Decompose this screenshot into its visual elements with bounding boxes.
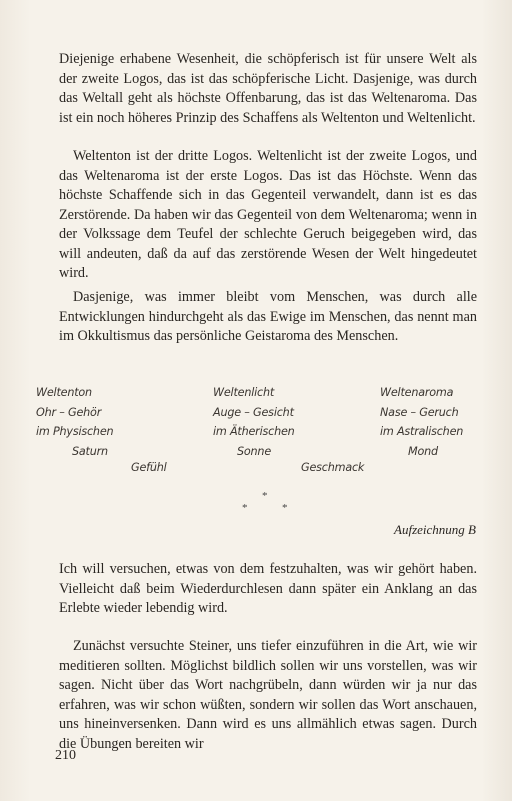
separator-star: *	[262, 490, 268, 502]
logos-scheme	[36, 383, 486, 483]
scheme-column-weltenlicht	[213, 383, 295, 461]
scheme-cell: im Ätherischen	[213, 425, 295, 438]
scheme-column-weltenton	[36, 383, 113, 461]
scheme-sense-geschmack: Geschmack	[301, 461, 365, 474]
separator-star: *	[282, 502, 288, 514]
scheme-cell: Ohr – Gehör	[36, 405, 102, 419]
page-number: 210	[55, 748, 76, 763]
paragraph-festhalten: Ich will versuchen, etwas von dem festzuhalten, was wir gehört haben. Vielleicht daß beim Wiederdurchlesen dann später ein Anklang an das Erlebte wieder lebendig wird.	[59, 561, 477, 616]
scheme-sense-gefuehl: Gefühl	[131, 461, 167, 474]
scheme-cell: Weltenlicht	[213, 386, 275, 399]
section-separator	[236, 490, 296, 514]
paragraph-weltenton: Weltenton ist der dritte Logos. Weltenlicht ist der zweite Logos, und das Weltenaroma ist der erste Logos. Das ist das Höchste. Wenn das höchste Schaffende sich in das Gegenteil verwandelt, dann ist es das Zerstörende. Da haben wir das Gegenteil von dem Weltenaroma; wenn in der Volkssage dem Teufel der schlechte Geruch beigegeben wird, das will andeuten, daß da auf das zerstörende Wesen der Welt hingedeutet wird.	[59, 148, 477, 281]
paragraph-meditieren: Zunächst versuchte Steiner, uns tiefer einzuführen in die Art, wie wir meditieren sollten. Möglichst bildlich sollen wir uns vorstellen, was wir sagen. Nicht über das Wort nachgrübeln, dann würden wir ja nur das erfahren, was wir schon wüßten, sondern wir sollen das Wort anschauen, uns hineinversenken. Dann wird es uns allmählich etwas sagen. Durch die Übungen bereiten wir	[59, 638, 477, 752]
scheme-cell: Nase – Geruch	[380, 405, 459, 419]
scheme-cell: im Physischen	[36, 425, 114, 438]
paragraph-logos: Diejenige erhabene Wesenheit, die schöpferisch ist für unsere Welt als der zweite Logos, das ist das schöpferische Licht. Dasjenige, was durch das Weltall geht als höchste Offenbarung, das ist das Weltenaroma. Das ist ein noch höheres Prinzip des Schaffens als Weltenton und Weltenlicht.	[59, 51, 477, 126]
section-heading: Aufzeichnung B	[394, 522, 476, 537]
scheme-cell: Weltenaroma	[380, 386, 454, 399]
separator-star: *	[242, 502, 248, 514]
scheme-cell: im Astralischen	[380, 425, 464, 438]
scheme-cell: Mond	[408, 444, 438, 458]
scheme-column-weltenaroma	[380, 383, 463, 461]
scheme-cell: Sonne	[237, 444, 272, 458]
scheme-cell: Weltenton	[36, 386, 92, 399]
scheme-cell: Saturn	[72, 444, 108, 458]
paragraph-geistaroma: Dasjenige, was immer bleibt vom Menschen, was durch alle Entwicklungen hindurchgeht als das Ewige im Menschen, das nennt man im Okkultismus das persönliche Geistaroma des Menschen.	[59, 289, 477, 344]
scheme-cell: Auge – Gesicht	[213, 405, 294, 419]
